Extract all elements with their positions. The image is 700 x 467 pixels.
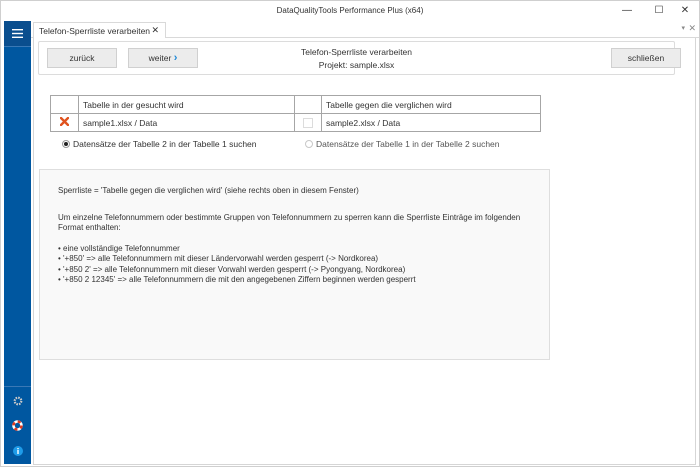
info-bullet: • eine vollständige Telefonnummer bbox=[58, 243, 180, 253]
info-icon bbox=[13, 446, 23, 456]
window-title: DataQualityTools Performance Plus (x64) bbox=[276, 6, 424, 15]
back-button[interactable]: zurück bbox=[47, 48, 117, 68]
sidebar-divider bbox=[4, 386, 31, 387]
table-header-row bbox=[51, 96, 541, 114]
table-header-cell bbox=[295, 96, 322, 114]
about-button[interactable] bbox=[11, 444, 24, 457]
page-title: Telefon-Sperrliste verarbeiten bbox=[300, 47, 413, 57]
tab-label: Telefon-Sperrliste verarbeiten bbox=[39, 26, 151, 36]
table1-value[interactable]: sample1.xlsx / Data bbox=[79, 114, 295, 132]
tab-dropdown-icon[interactable]: ▾ bbox=[681, 25, 685, 32]
wizard-toolbar bbox=[38, 41, 675, 75]
settings-button[interactable] bbox=[11, 394, 24, 407]
info-line-format: Um einzelne Telefonnummern oder bestimmte Gruppen von Telefonnummern zu sperren kann die Sperrliste Einträge im folgenden Format enthalten: bbox=[58, 212, 521, 232]
tab-close-icon[interactable]: ✕ bbox=[151, 25, 159, 35]
info-line-sperrliste: Sperrliste = 'Tabelle gegen die verglichen wird' (siehe rechts oben in diesem Fenster) bbox=[58, 186, 359, 195]
radio-label: Datensätze der Tabelle 2 in der Tabelle 1 suchen bbox=[73, 139, 257, 149]
info-panel bbox=[39, 169, 550, 360]
close-window-button[interactable]: ✕ bbox=[680, 5, 690, 16]
close-button[interactable]: schließen bbox=[611, 48, 681, 68]
radio-unselected-icon[interactable] bbox=[305, 140, 313, 148]
menu-button[interactable] bbox=[4, 21, 31, 47]
radio-label: Datensätze der Tabelle 1 in der Tabelle 2 suchen bbox=[316, 139, 500, 149]
table-header-cell: Tabelle gegen die verglichen wird bbox=[322, 96, 541, 114]
maximize-button[interactable]: ☐ bbox=[654, 5, 664, 16]
info-bullet: • '+850 2 12345' => alle Telefonnummern die mit den angegebenen Ziffern beginnen werden gesperrt bbox=[58, 275, 416, 284]
gear-icon bbox=[13, 396, 23, 406]
info-bullet-list bbox=[58, 244, 531, 286]
empty-checkbox[interactable] bbox=[303, 118, 313, 128]
next-button[interactable] bbox=[128, 48, 198, 68]
table-header-cell: Tabelle in der gesucht wird bbox=[79, 96, 295, 114]
minimize-button[interactable]: — bbox=[622, 5, 632, 16]
radio-search-table2-in-table1[interactable] bbox=[62, 139, 257, 149]
table-header-cell bbox=[51, 96, 79, 114]
table-row bbox=[51, 114, 541, 132]
title-bar bbox=[1, 1, 699, 21]
table-selection bbox=[50, 95, 541, 132]
chevron-right-icon: › bbox=[173, 52, 178, 64]
next-label: weiter bbox=[148, 53, 172, 63]
project-label: Projekt: sample.xlsx bbox=[318, 60, 395, 70]
info-bullet: • '+850 2' => alle Telefonnummern mit dieser Vorwahl werden gesperrt (-> Pyongyang, Nordkorea) bbox=[58, 264, 406, 274]
help-button[interactable] bbox=[11, 419, 24, 432]
close-tab-icon[interactable]: ✕ bbox=[688, 23, 696, 33]
table2-checkbox-cell[interactable] bbox=[295, 114, 322, 132]
tab-strip bbox=[31, 21, 699, 38]
radio-selected-icon[interactable] bbox=[62, 140, 70, 148]
lifebuoy-icon bbox=[12, 420, 23, 431]
radio-search-table1-in-table2[interactable] bbox=[305, 139, 500, 149]
menu-icon bbox=[12, 29, 23, 38]
info-bullet: • '+850' => alle Telefonnummern mit dieser Ländervorwahl werden gesperrt (-> Nordkorea) bbox=[58, 254, 379, 263]
table2-value[interactable]: sample2.xlsx / Data bbox=[322, 114, 541, 132]
remove-table1-button[interactable] bbox=[51, 114, 79, 132]
sidebar bbox=[4, 21, 31, 464]
red-x-icon bbox=[60, 117, 69, 126]
tab-telefon-sperrliste[interactable] bbox=[33, 22, 166, 39]
